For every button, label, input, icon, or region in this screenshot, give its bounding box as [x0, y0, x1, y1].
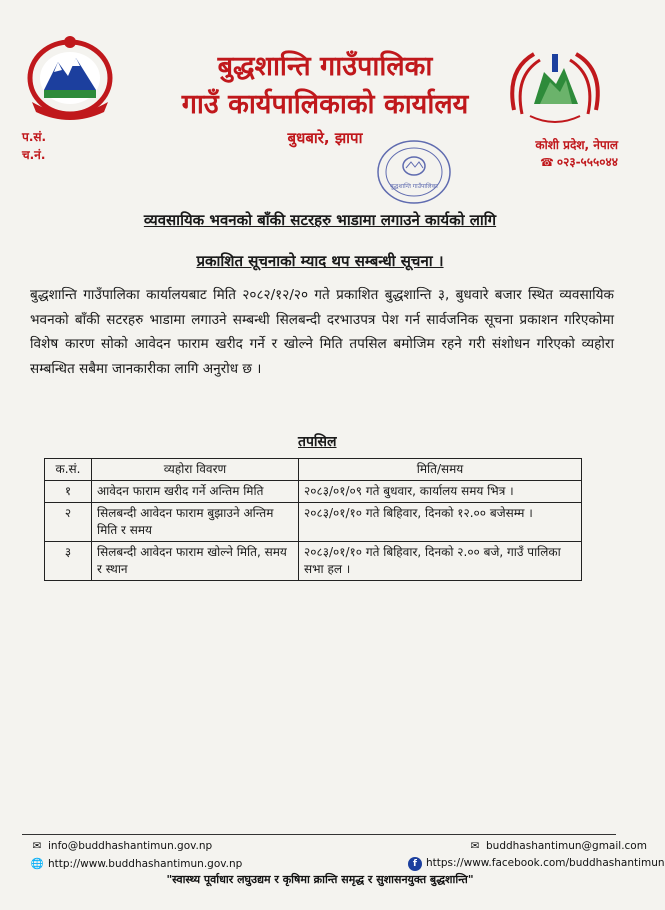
table-header-row — [45, 459, 582, 481]
row-description: सिलबन्दी आवेदन फाराम बुझाउने अन्तिम मिति र समय — [92, 503, 299, 542]
office-stamp-icon — [375, 138, 453, 206]
footer-divider — [22, 834, 616, 835]
row-description: सिलबन्दी आवेदन फाराम खोल्ने मिति, समय र स्थान — [92, 542, 299, 581]
mail-icon: ✉ — [470, 840, 480, 852]
footer-slogan: "स्वास्थ्य पूर्वाधार लघुउद्यम र कृषिमा क्रान्ति समृद्ध र सुशासनयुक्त बुद्धशान्ति" — [166, 873, 474, 886]
notice-body: बुद्धशान्ति गाउँपालिका कार्यालयबाट मिति २०८२/१२/२० गते प्रकाशित बुद्धशान्ति ३, बुधवारे बजार स्थित व्यवसायिक भवनको बाँकी सटरहरु भाडामा लगाउने सम्बन्धी सिलबन्दी दरभाउपत्र पेश गर्न सार्वजनिक सूचना प्रकाशन गरिएकोमा विशेष कारण सोको आवेदन फाराम खरीद गर्ने र खोल्ने मिति तपसिल बमोजिम रहने गरी संशोधन गरिएको व्यहोरा सम्बन्धित सबैमा जानकारीका लागि अनुरोध छ । — [30, 287, 614, 377]
footer-facebook[interactable] — [408, 857, 665, 871]
globe-icon: 🌐 — [30, 858, 44, 870]
table-row — [45, 542, 582, 581]
phone-value: ०२३-५५५०४४ — [556, 155, 618, 169]
row-serial: ३ — [45, 542, 92, 581]
col-header-datetime: मिति/समय — [299, 459, 582, 481]
row-datetime: २०८३/०१/०९ गते बुधवार, कार्यालय समय भित्र । — [299, 481, 582, 503]
footer-website[interactable] — [30, 857, 242, 870]
row-datetime: २०८३/०१/१० गते बिहिवार, दिनको १२.०० बजेसम्म । — [299, 503, 582, 542]
notice-subject-line2: प्रकाशित सूचनाको म्याद थप सम्बन्धी सूचना । — [196, 252, 444, 270]
row-datetime: २०८३/०१/१० गते बिहिवार, दिनको २.०० बजे, गाउँ पालिका सभा हल । — [299, 542, 582, 581]
municipality-logo-icon — [500, 40, 610, 134]
nepal-emblem-icon — [22, 32, 118, 124]
footer-website-text: http://www.buddhashantimun.gov.np — [48, 858, 243, 870]
col-header-serial: क.सं. — [45, 459, 92, 481]
footer-facebook-text: https://www.facebook.com/buddhashantimun — [426, 857, 665, 869]
row-serial: २ — [45, 503, 92, 542]
footer-email-gmail-text: buddhashantimun@gmail.com — [486, 840, 647, 852]
table-row — [45, 481, 582, 503]
office-title: गाउँ कार्यपालिकाको कार्यालय — [181, 89, 469, 120]
schedule-title: तपसिल — [298, 434, 337, 450]
col-header-description: व्यहोरा विवरण — [92, 459, 299, 481]
table-row — [45, 503, 582, 542]
dispatch-number-label: च.नं. — [22, 148, 46, 162]
footer-email-info[interactable] — [30, 840, 212, 852]
mail-icon: ✉ — [32, 840, 42, 852]
row-description: आवेदन फाराम खरीद गर्ने अन्तिम मिति — [92, 481, 299, 503]
ref-number-label: प.सं. — [22, 130, 47, 144]
phone-number — [508, 153, 618, 170]
facebook-icon: f — [408, 857, 422, 871]
municipality-title: बुद्धशान्ति गाउँपालिका — [217, 51, 433, 82]
footer-email-info-text: info@buddhashantimun.gov.np — [48, 840, 213, 852]
footer-email-gmail[interactable] — [468, 840, 647, 852]
notice-subject-line1: व्यवसायिक भवनको बाँकी सटरहरु भाडामा लगाउने कार्यको लागि — [143, 211, 497, 229]
phone-icon: ☎ — [540, 156, 554, 169]
office-location: बुधबारे, झापा — [287, 129, 363, 147]
province-label: कोशी प्रदेश, नेपाल — [535, 138, 618, 152]
row-serial: १ — [45, 481, 92, 503]
stamp-label: बुद्धशान्ति गाउँपालिका — [390, 183, 438, 190]
schedule-table — [44, 458, 582, 581]
